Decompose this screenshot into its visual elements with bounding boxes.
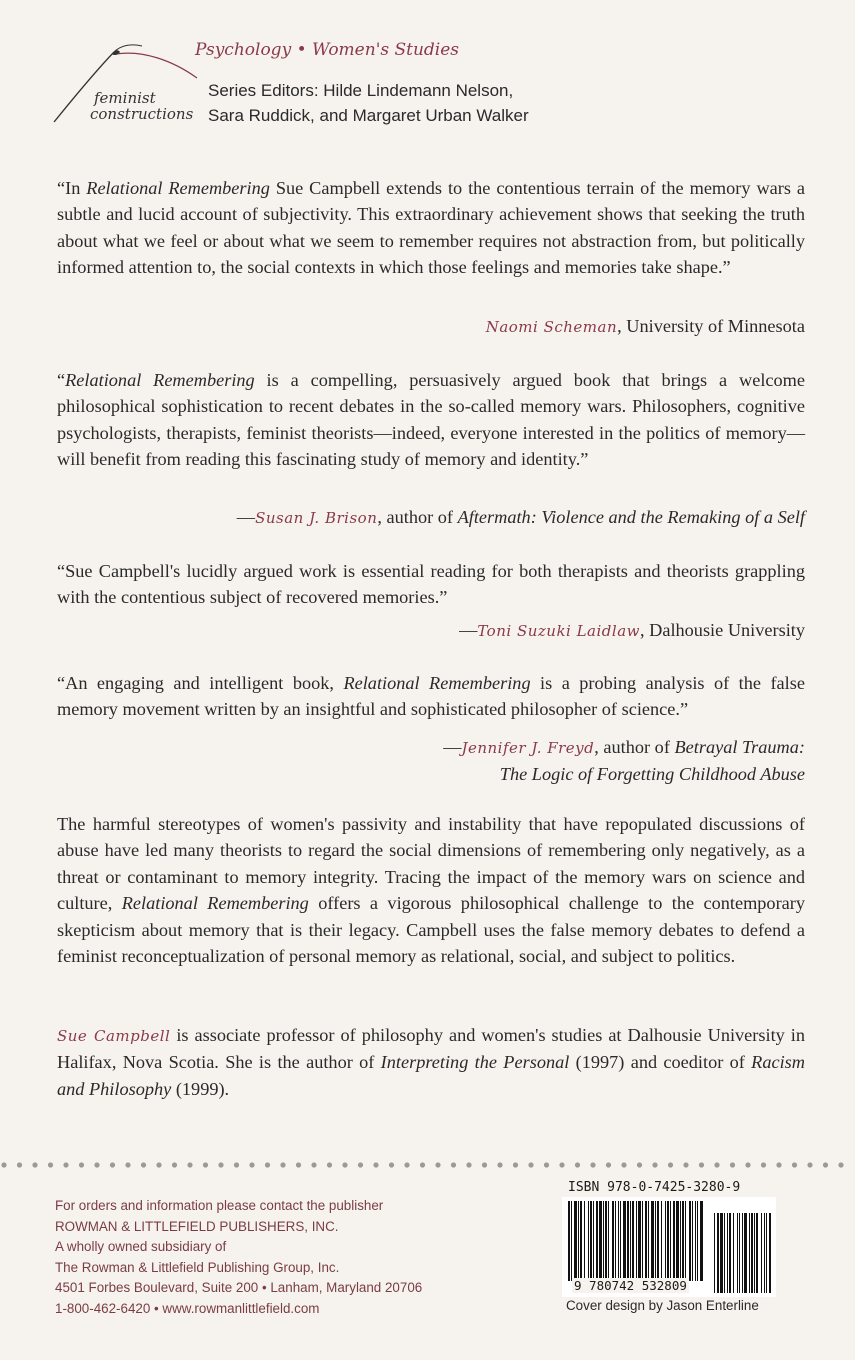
divider-dot <box>497 1162 502 1167</box>
author-bio <box>57 1022 805 1102</box>
barcode-bar <box>685 1201 686 1281</box>
blurb-attribution <box>237 504 805 531</box>
price-barcode-bar <box>727 1213 728 1293</box>
barcode-bar <box>620 1201 621 1281</box>
affiliation: , Dalhousie University <box>639 620 805 640</box>
divider-dot <box>141 1162 146 1167</box>
divider-dot <box>389 1162 394 1167</box>
divider-dot <box>187 1162 192 1167</box>
affiliation: , University of Minnesota <box>617 316 805 336</box>
price-barcode-bar <box>717 1213 719 1293</box>
work-title: Aftermath: Violence and the Remaking of a Self <box>457 507 805 527</box>
divider-dot <box>637 1162 642 1167</box>
divider-dot <box>575 1162 580 1167</box>
barcode-bar <box>608 1201 609 1281</box>
blurb-text: “An engaging and intelligent book, <box>57 673 344 693</box>
barcode-bar <box>697 1201 698 1281</box>
divider-dot <box>32 1162 37 1167</box>
series-subject: Psychology • Women's Studies <box>195 40 460 60</box>
author-signature: Sue Campbell <box>57 1027 171 1045</box>
barcode-bar <box>657 1201 659 1281</box>
work-title: Betrayal Trauma: <box>674 737 805 757</box>
price-barcode-bar <box>754 1213 755 1293</box>
divider-dot <box>714 1162 719 1167</box>
logo-text-line2: constructions <box>90 105 194 123</box>
divider-dot <box>838 1162 843 1167</box>
barcode-bar <box>638 1201 641 1281</box>
price-barcode-bar <box>749 1213 750 1293</box>
bio-text: (1999). <box>171 1078 230 1099</box>
divider-dot <box>203 1162 208 1167</box>
divider-dot <box>79 1162 84 1167</box>
barcode-bar <box>593 1201 594 1281</box>
divider-dot <box>792 1162 797 1167</box>
price-barcode-bar <box>751 1213 753 1293</box>
divider-dot <box>125 1162 130 1167</box>
series-editors <box>208 78 529 128</box>
affiliation: , author of <box>594 737 675 757</box>
book-title: Relational Remembering <box>86 178 270 198</box>
blurb-text: “ <box>57 370 66 390</box>
price-barcode-bar <box>739 1213 740 1293</box>
divider-dot <box>621 1162 626 1167</box>
divider-dot <box>513 1162 518 1167</box>
divider-dot <box>280 1162 285 1167</box>
barcode-bar <box>574 1201 577 1281</box>
blurb-attribution <box>443 734 805 787</box>
barcode-bar <box>623 1201 626 1281</box>
barcode-bar <box>676 1201 679 1281</box>
divider-dot <box>761 1162 766 1167</box>
blurb-text: “Sue Campbell's lucidly argued work is essential reading for both therapists and theorists grappling with the contentious subject of recovered memories.” <box>57 561 805 608</box>
divider-dot <box>606 1162 611 1167</box>
bio-text: (1997) and coeditor of <box>569 1052 752 1073</box>
barcode-bar <box>603 1201 604 1281</box>
barcode-bar <box>580 1201 582 1281</box>
price-barcode-bar <box>733 1213 734 1293</box>
barcode-bar <box>673 1201 675 1281</box>
publisher-contact: 1-800-462-6420 • www.rowmanlittlefield.com <box>55 1300 320 1316</box>
divider-dot <box>528 1162 533 1167</box>
divider-dot <box>776 1162 781 1167</box>
divider-dot <box>435 1162 440 1167</box>
blurb-text: Sue Campbell extends to the contentious terrain of the memory wars a subtle and lucid account of subjectivity. This extraordinary achievement shows that seeking the truth about what we feel or about what we seem to remember requires not abstraction from, but politically informed attention to, the social contexts in which those feelings and memories take shape.” <box>57 178 805 278</box>
divider-dot <box>358 1162 363 1167</box>
signature: Susan J. Brison <box>255 509 378 527</box>
work-title: The Logic of Forgetting Childhood Abuse <box>499 764 805 784</box>
series-editors-line2: Sara Ruddick, and Margaret Urban Walker <box>208 106 529 125</box>
dash: — <box>443 737 462 757</box>
divider-dot <box>482 1162 487 1167</box>
price-barcode-bar <box>744 1213 747 1293</box>
barcode-bar <box>630 1201 631 1281</box>
divider-dot <box>311 1162 316 1167</box>
description-text: offers a vigorous philosophical challenge to the contemporary skepticism about memory that is their legacy. Campbell uses the false memory debates to defend a feminist reconceptualization of personal memory as relational, social, and subject to politics. <box>57 893 806 967</box>
barcode-bar <box>612 1201 614 1281</box>
isbn-label: ISBN 978-0-7425-3280-9 <box>568 1180 741 1195</box>
divider-dot <box>342 1162 347 1167</box>
barcode-bar <box>599 1201 602 1281</box>
signature: Naomi Scheman <box>485 318 618 336</box>
price-barcode-bar <box>737 1213 738 1293</box>
barcode-bar <box>680 1201 681 1281</box>
bio-text: is associate professor of philosophy and women's studies at Dalhousie University in Halifax, Nova Scotia. She is the author of <box>57 1025 806 1073</box>
publisher-name: ROWMAN & LITTLEFIELD PUBLISHERS, INC. <box>55 1218 339 1234</box>
divider-dot <box>63 1162 68 1167</box>
blurb-attribution <box>459 617 805 644</box>
divider-dot <box>265 1162 270 1167</box>
blurb-brison <box>57 367 805 473</box>
divider-dot <box>730 1162 735 1167</box>
barcode-bar <box>689 1201 691 1281</box>
divider-dot <box>17 1162 22 1167</box>
barcode-bar <box>578 1201 579 1281</box>
price-barcode-bar <box>714 1213 715 1293</box>
price-barcode-bar <box>766 1213 767 1293</box>
blurb-text: “In <box>57 178 87 198</box>
blurb-scheman <box>57 175 805 281</box>
barcode-bar <box>692 1201 693 1281</box>
divider-dot <box>590 1162 595 1167</box>
barcode-digits: 9 780742 532809 <box>574 1278 687 1293</box>
barcode-bar <box>665 1201 666 1281</box>
dash: — <box>459 620 478 640</box>
publisher-line: The Rowman & Littlefield Publishing Group, Inc. <box>55 1259 340 1275</box>
publisher-line: For orders and information please contact the publisher <box>55 1198 384 1213</box>
book-description <box>57 811 805 969</box>
barcode-bar <box>667 1201 669 1281</box>
price-barcode-bar <box>761 1213 762 1293</box>
divider-dot <box>668 1162 673 1167</box>
divider-dot <box>652 1162 657 1167</box>
book-title: Interpreting the Personal <box>380 1052 570 1073</box>
barcode-bar <box>605 1201 607 1281</box>
divider-dot <box>466 1162 471 1167</box>
price-barcode-bar <box>769 1213 771 1293</box>
price-barcode-bar <box>720 1213 723 1293</box>
barcode-bar <box>627 1201 629 1281</box>
barcode-bar <box>670 1201 671 1281</box>
cover-credit: Cover design by Jason Enterline <box>566 1298 759 1313</box>
divider-dot <box>373 1162 378 1167</box>
barcode-bar <box>700 1201 703 1281</box>
barcode-bar <box>682 1201 684 1281</box>
divider-dot <box>823 1162 828 1167</box>
divider-dot <box>94 1162 99 1167</box>
publisher-info <box>55 1196 422 1319</box>
signature: Toni Suzuki Laidlaw <box>477 622 640 640</box>
barcode-bar <box>648 1201 649 1281</box>
barcode-bar <box>618 1201 619 1281</box>
barcode-bar <box>642 1201 643 1281</box>
barcode-bar <box>571 1201 572 1281</box>
blurb-text: is a probing analysis of the false memory movement written by an insightful and sophisticated philosopher of science.” <box>57 673 805 720</box>
blurb-laidlaw <box>57 558 805 611</box>
divider-dot <box>683 1162 688 1167</box>
divider-dot <box>327 1162 332 1167</box>
barcode-bar <box>596 1201 598 1281</box>
blurb-freyd <box>57 670 805 723</box>
logo-text-line1: feminist <box>94 89 156 107</box>
blurb-text: is a compelling, persuasively argued book that brings a welcome philosophical sophistication to recent debates in the so-called memory wars. Philosophers, cognitive psychologists, therapists, feminist theorists—indeed, everyone interested in the politics of memory—will benefit from reading this fascinating study of memory and identity.” <box>57 370 805 470</box>
divider-dot <box>156 1162 161 1167</box>
barcode-bar <box>568 1201 570 1281</box>
signature: Jennifer J. Freyd <box>461 739 595 757</box>
book-title: Racism and Philosophy <box>57 1052 805 1099</box>
divider-dot <box>544 1162 549 1167</box>
divider-dot <box>699 1162 704 1167</box>
barcode-bar <box>655 1201 656 1281</box>
price-barcode-bar <box>742 1213 743 1293</box>
divider-dot <box>420 1162 425 1167</box>
price-barcode-bar <box>756 1213 758 1293</box>
barcode-bar <box>590 1201 592 1281</box>
divider-dot <box>296 1162 301 1167</box>
barcode-bar <box>615 1201 616 1281</box>
affiliation: , author of <box>377 507 458 527</box>
barcode-bar <box>695 1201 696 1281</box>
price-barcode-bar <box>764 1213 765 1293</box>
barcode-bar <box>588 1201 589 1281</box>
divider-dot <box>745 1162 750 1167</box>
divider-dot <box>1 1162 6 1167</box>
barcode-bar <box>632 1201 634 1281</box>
divider-dot <box>404 1162 409 1167</box>
dash: — <box>236 507 256 527</box>
blurb-attribution <box>486 313 805 340</box>
barcode-bar <box>645 1201 647 1281</box>
divider-dot <box>559 1162 564 1167</box>
book-title: Relational Remembering <box>121 893 309 914</box>
divider-dot <box>451 1162 456 1167</box>
book-title: Relational Remembering <box>343 673 531 693</box>
series-logo <box>52 40 202 130</box>
barcode-bar <box>651 1201 654 1281</box>
divider-dot <box>110 1162 115 1167</box>
divider-dot <box>234 1162 239 1167</box>
divider-dot <box>249 1162 254 1167</box>
price-barcode-bar <box>729 1213 731 1293</box>
divider-dot <box>48 1162 53 1167</box>
description-text: The harmful stereotypes of women's passivity and instability that have repopulated discussions of abuse have led many theorists to regard the social dimensions of remembering only negatively, as a threat or contaminant to memory integrity. Tracing the impact of the memory wars on science and culture, <box>57 814 805 914</box>
divider-dot <box>172 1162 177 1167</box>
series-editors-line1: Series Editors: Hilde Lindemann Nelson, <box>208 81 514 100</box>
barcode-bar <box>584 1201 585 1281</box>
price-barcode-bar <box>724 1213 725 1293</box>
barcode-bar <box>661 1201 662 1281</box>
publisher-address: 4501 Forbes Boulevard, Suite 200 • Lanham, Maryland 20706 <box>55 1280 423 1295</box>
publisher-line: A wholly owned subsidiary of <box>55 1239 227 1254</box>
book-title: Relational Remembering <box>65 370 255 390</box>
divider-dot <box>807 1162 812 1167</box>
divider-dot <box>218 1162 223 1167</box>
dotted-divider <box>0 1158 855 1172</box>
barcode-bar <box>636 1201 637 1281</box>
